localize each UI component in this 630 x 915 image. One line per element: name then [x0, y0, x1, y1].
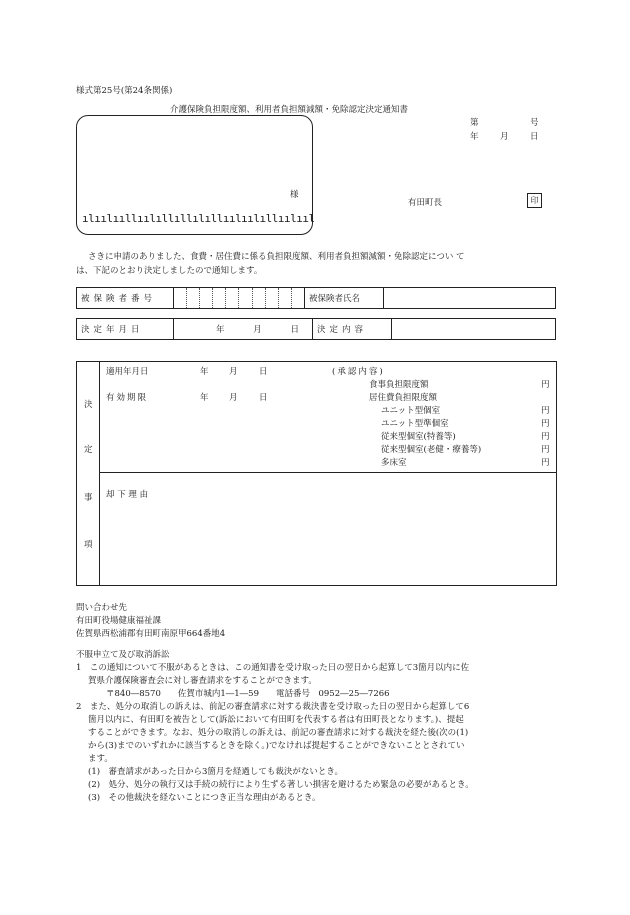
appeal-p2-line3: することができます。なお、処分の取消しの訴えは、前記の審査請求に対する裁決を経た後(次の(1)	[88, 728, 469, 738]
item-label-multi-bed: 多床室	[381, 458, 407, 468]
appeal-heading: 不服申立て及び取消訴訟	[76, 650, 170, 660]
apply-date-year: 年	[200, 367, 209, 377]
issue-date-day: 日	[530, 132, 539, 142]
side-label-ketsu: 決	[84, 400, 93, 410]
issuer-name: 有田町長	[408, 198, 443, 208]
intro-line-2: は、下記のとおり決定しましたので通知します。	[76, 266, 263, 276]
document-title: 介護保険負担限度額、利用者負担額減額・免除認定決定通知書	[170, 105, 409, 115]
insured-name-label: 被保険者氏名	[305, 288, 384, 309]
number-label-dai: 第	[470, 118, 479, 128]
appeal-condition-1: (1) 審査請求があった日から3箇月を経過しても裁決がないとき。	[88, 767, 344, 777]
valid-period-day: 日	[259, 393, 268, 403]
appeal-condition-3: (3) その他裁決を経ないことにつき正当な理由があるとき。	[88, 793, 321, 803]
valid-period-month: 月	[229, 393, 238, 403]
appeal-p2-line2: 箇月以内に、有田町を被告として(訴訟において有田町を代表する者は有田町長となります。)、提起	[88, 715, 464, 725]
decision-date-year: 年	[216, 325, 225, 335]
decision-date-table	[76, 318, 556, 340]
insured-number-label: 被保険者番号	[77, 288, 174, 309]
contact-address: 佐賀県西松浦郡有田町南原甲664番地4	[76, 629, 226, 639]
side-label-kou: 項	[84, 540, 93, 550]
decision-content-label: 決定内容	[313, 319, 392, 340]
appeal-p1-line2: 賀県介護保険審査会に対し審査請求をすることができます。	[88, 676, 317, 686]
appeal-p2-line1: 2 また、処分の取消しの訴えは、前記の審査請求に対する裁決書を受け取った日の翌日から起算して6	[76, 702, 470, 712]
appeal-p2-line5: ます。	[88, 754, 113, 764]
appeal-p1-line1: 1 この通知について不服があるときは、この通知書を受け取った日の翌日から起算して3箇月以内に佐	[76, 663, 470, 673]
intro-line-1: さきに申請のありました、食費・居住費に係る負担限度額、利用者負担額減額・免除認定につい て	[88, 252, 465, 262]
valid-period-label: 有効期限	[106, 393, 149, 403]
item-unit-unit-private: 円	[541, 406, 550, 416]
honorific-sama: 様	[290, 190, 299, 200]
postal-barcode: ılıılııllıılıllıllılıllıılıılıllıılııl	[82, 212, 315, 225]
item-label-conventional-rouken: 従来型個室(老健・療養等)	[381, 445, 482, 455]
item-unit-unit-semi: 円	[541, 419, 550, 429]
rejection-reason-label: 却 下 理 由	[106, 490, 149, 500]
item-label-conventional-tokuyou: 従来型個室(特養等)	[381, 432, 456, 442]
meal-limit-label: 食事負担限度額	[369, 380, 429, 390]
decision-box	[76, 361, 557, 586]
item-unit-conventional-rouken: 円	[541, 445, 550, 455]
seal-mark: 印	[527, 193, 542, 208]
decision-date-day: 日	[290, 325, 299, 335]
appeal-p1-line3: 〒840―8570 佐賀市城内1―1―59 電話番号 0952―25―7266	[106, 689, 390, 699]
apply-date-day: 日	[259, 367, 268, 377]
item-label-unit-private: ユニット型個室	[381, 406, 441, 416]
form-number: 様式第25号(第24条関係)	[76, 86, 173, 96]
approval-header: (承認内容)	[332, 367, 385, 377]
item-unit-multi-bed: 円	[541, 458, 550, 468]
appeal-p2-line4: から(3)までのいずれかに該当するときを除く。)でなければ提起することができないこととされてい	[88, 741, 465, 751]
issue-date-year: 年	[470, 132, 479, 142]
issue-date-month: 月	[500, 132, 509, 142]
side-label-tei: 定	[84, 445, 93, 455]
side-label-ji: 事	[84, 493, 93, 503]
meal-limit-unit: 円	[541, 380, 550, 390]
apply-date-label: 適用年月日	[106, 367, 149, 377]
decision-content-field	[392, 319, 556, 340]
item-label-unit-semi: ユニット型準個室	[381, 419, 449, 429]
item-unit-conventional-tokuyou: 円	[541, 432, 550, 442]
insured-name-field	[384, 288, 556, 309]
apply-date-month: 月	[229, 367, 238, 377]
living-limit-label: 居住費負担限度額	[369, 393, 438, 403]
decision-date-field	[174, 319, 313, 340]
valid-period-year: 年	[200, 393, 209, 403]
contact-heading: 問い合わせ先	[76, 603, 128, 613]
number-label-go: 号	[530, 118, 539, 128]
insured-number-field	[174, 288, 305, 309]
contact-office: 有田町役場健康福祉課	[76, 616, 162, 626]
decision-date-label: 決定年月日	[77, 319, 174, 340]
appeal-condition-2: (2) 処分、処分の執行又は手続の続行により生ずる著しい損害を避けるため緊急の必要があるとき。	[88, 780, 474, 790]
decision-date-month: 月	[253, 325, 262, 335]
insured-table	[76, 287, 556, 309]
